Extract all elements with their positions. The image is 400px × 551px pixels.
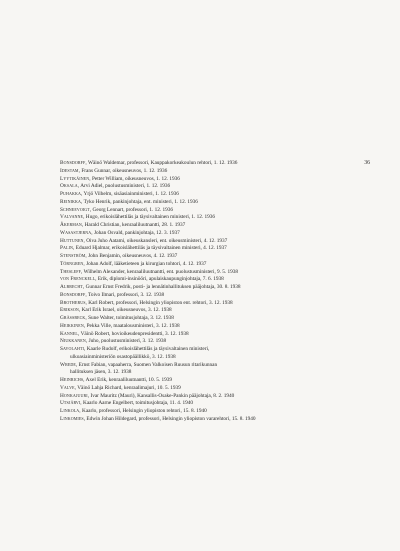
entry-surname: Palin, [60,245,75,252]
list-entry [60,261,370,269]
list-entry [60,362,370,378]
entry-surname: Brotherus, [60,299,87,306]
list-entry [60,207,370,215]
entry-surname: Puhakka, [60,191,83,197]
list-entry [60,416,370,424]
list-entry [60,408,370,416]
entry-text: Edwin Johan Hildegard, professori, Helsingin yliopiston vararehtori, 15. 8. 1940 [85,415,256,422]
entry-text: Wäinö Waldemar, professori, Kauppakorkeakoulun rehtori, 1. 12. 1936 [86,160,238,166]
entry-surname: Wrede, [60,361,78,368]
list-entry [60,307,370,315]
entry-text: Toivo Ilmari, professori, 3. 12. 1938 [86,291,165,298]
entry-line [60,245,370,253]
list-entry [60,183,370,191]
list-entry [60,245,370,253]
entry-surname: Stenström, [60,253,87,259]
list-entry [60,199,370,207]
list-entry [60,253,370,261]
entry-text: Erik, diplomi-insinööri, apulaiskaupunginjohtaja, 7. 6. 1938 [96,276,224,283]
entry-text: Oiva Juho Aatami, oikeuskansleri, ent. oikeusministeri, 4. 12. 1937 [84,237,228,244]
entry-continuation: ulkoasiainministeriön osastopäällikkö, 3. 12. 1938 [70,353,176,360]
entry-text: Petter William, oikeusneuvos, 1. 12. 1936 [90,175,180,182]
entry-line [60,416,370,424]
entry-text: Tyko Henrik, pankinjohtaja, ent. ministeri, 1. 12. 1936 [82,198,198,205]
entry-text: Ernst Fabian, vapaaherra, Suomen Valkoisen Ruusun ritarikunnan [77,361,218,368]
entry-line [60,191,370,199]
list-entry [60,230,370,238]
entry-surname: Lyytikäinen, [60,175,91,182]
entry-text: Väinö Robert, hovioikeudenpresidentti, 3. 12. 1938 [79,330,189,337]
entry-line [60,276,370,284]
entry-line [60,176,370,184]
entry-line [60,300,370,308]
entry-surname: Reinikka, [60,198,83,205]
entry-surname: Idestam, [60,167,81,174]
list-entry [60,323,370,331]
entry-line [60,292,370,300]
entry-surname: Huttunen, [60,237,85,244]
list-entry [60,393,370,401]
entry-text: Georg Lennart, professori, 1. 12. 1936 [91,206,174,213]
entry-line [60,338,370,346]
entry-continuation: hallituksen jäsen, 3. 12. 1938 [70,369,132,376]
entry-text: Frans Gunnar, oikeusneuvos, 1. 12. 1936 [80,167,168,174]
entry-surname: Schneevoigt, [60,206,92,213]
list-entry [60,276,370,284]
entry-text: Väinö Lahja Richard, kenraalimajuri, 10. 5. 1939 [76,384,181,391]
entry-surname: Linkola, [60,408,81,414]
entry-line [60,269,370,277]
list-entry [60,214,370,222]
entry-line [60,261,370,269]
entry-surname: Wasastjerna, [60,229,93,236]
entry-line [60,253,370,261]
entry-text: Hugo, erikoislähettiläs ja täysivaltainen ministeri, 1. 12. 1936 [84,214,216,221]
entry-surname: Bonsdorff, [60,160,87,166]
entry-surname: Kannel, [60,330,80,337]
entry-text: Axel Erik, kenraaliluutnantti, 10. 5. 1939 [84,377,173,383]
entry-text: Sune Walter, toimitusjohtaja, 3. 12. 1938 [86,315,174,321]
entry-line [60,393,370,401]
list-entry [60,168,370,176]
entry-line [60,400,370,408]
entry-text: Wilhelm Alexander, kenraaliluutnantti, ent. puolustusministeri, 9. 5. 1938 [82,268,239,275]
entry-text: Karl Robert, professori, Helsingin yliopiston ent. rehtori, 3. 12. 1938 [86,299,233,306]
entry-surname: Albrecht, [60,284,85,290]
entry-line [60,346,370,354]
list-entry [60,292,370,300]
list-entry [60,191,370,199]
entry-text: Gunnar Ernst Fredrik, posti- ja lennätinhallituksen pääjohtaja, 30. 8. 1938 [84,284,241,290]
entry-line [60,331,370,339]
entry-text: Juho, puolustusministeri, 3. 12. 1938 [87,338,167,345]
list-entry [60,400,370,408]
list-entry [60,385,370,393]
entry-line [60,377,370,385]
entry-surname: Åkerman, [60,222,84,228]
list-entry [60,176,370,184]
list-entry [60,338,370,346]
list-entry [60,300,370,308]
entry-text: Pekka Ville, maatalousministeri, 3. 12. 1938 [85,322,180,329]
entry-line [60,315,370,323]
entry-surname: Savolahti, [60,346,86,352]
entry-line [60,199,370,207]
entry-line [60,238,370,246]
entry-surname: Heinrichs, [60,377,85,383]
entry-text: Karl Erik Israel, oikeusneuvos, 3. 12. 1938 [80,307,172,314]
list-entry [60,238,370,246]
page-number: 36 [364,160,370,166]
entry-surname: Linkomies, [60,415,86,422]
entry-surname: Bonsdorff, [60,291,87,298]
entry-line [60,160,370,168]
list-entry [60,377,370,385]
entry-surname: Niukkanen, [60,338,88,345]
list-entry [60,315,370,323]
list-entry [60,331,370,339]
entry-line [60,168,370,176]
entry-line [60,207,370,215]
entry-surname: Valvanne, [60,214,85,221]
entry-text: Kaarlo, professori, Helsingin yliopiston rehtori, 15. 8. 1940 [80,408,207,414]
entry-text: Johan Adolf, lääketieteen ja kirurgian tohtori, 4. 12. 1937 [84,260,207,267]
list-entry [60,160,370,168]
entry-surname: Oksala, [60,183,80,190]
list-entry [60,346,370,362]
entry-text: Kaarlo Aarne Engelbert, toimitusjohtaja, 11. 4. 1940 [81,400,194,407]
list-entry [60,222,370,230]
entry-text: Kaarle Rudolf, erikoislähettiläs ja täysivaltainen ministeri, [85,346,210,352]
entry-line [60,323,370,331]
entry-surname: Törngren, [60,260,85,267]
entry-text: Ivar Mauritz (Mauri), Kansallis-Osake-Pankin pääjohtaja, 8. 2. 1940 [89,392,235,399]
entry-surname: Thesleff, [60,268,83,275]
entry-text: Arvi Adiel, puolustusministeri, 1. 12. 1936 [79,183,171,190]
entry-surname: von Frenckell, [60,276,97,283]
entry-text: John Benjamin, oikeusneuvos, 4. 12. 1937 [86,253,178,259]
entry-surname: Grässbeck, [60,315,87,321]
honours-list [60,160,370,424]
entry-line [60,230,370,238]
entry-line [60,214,370,222]
entry-line [60,362,370,370]
entry-surname: Utsjärvi, [60,400,82,407]
entry-line [60,183,370,191]
entry-line [60,222,370,230]
entry-surname: Honkajuuri, [60,392,90,399]
entry-surname: Valve, [60,384,77,391]
entry-line [60,284,370,292]
entry-line [60,408,370,416]
entry-text: Yrjö Vilhelm, sisäasiainministeri, 1. 12. 1936 [82,191,179,197]
entry-line [60,307,370,315]
list-entry [60,269,370,277]
entry-text: Johan Osvald, pankinjohtaja, 12. 3. 1937 [92,229,180,236]
list-entry [60,284,370,292]
entry-line [60,385,370,393]
entry-surname: Heikkinen, [60,322,86,329]
entry-text: Eduard Hjalmar, erikoislähettiläs ja täysivaltainen ministeri, 4. 12. 1937 [74,245,227,252]
entry-surname: Erikson, [60,307,81,314]
entry-text: Harald Christian, kenraaliluutnantti, 28. 1. 1937 [83,222,186,228]
